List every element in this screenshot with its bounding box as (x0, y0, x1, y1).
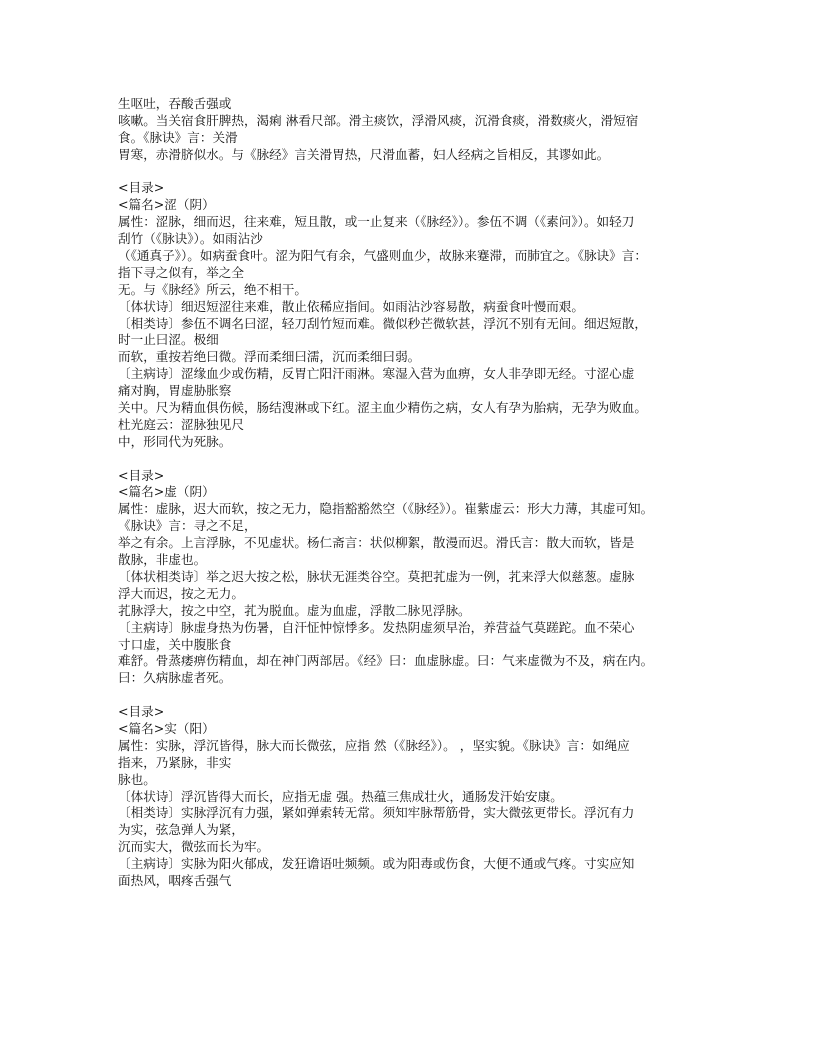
spacer (118, 451, 710, 468)
text-line: 生呕吐，吞酸舌强或 (118, 96, 232, 111)
text-line: 中，形同代为死脉。 (118, 433, 232, 449)
text-line: 〔主病诗〕涩缘血少或伤精，反胃亡阳汗雨淋。寒湿入营为血痹，女人非孕即无经。寸涩心虚 (118, 366, 635, 382)
text-line: 食。《脉诀》言：关滑 (118, 129, 238, 145)
section-se (118, 180, 710, 450)
text-line: 痛对胸，胃虚胁胀察 (118, 383, 232, 399)
text-line: 指来，乃紧脉，非实 (118, 754, 232, 770)
text-line: 时一止曰涩。极细 (118, 332, 219, 348)
text-line: 《脉诀》言：寻之不足， (118, 518, 257, 534)
toc-link[interactable]: <目录> (118, 180, 165, 196)
section-title: <篇名>涩（阴） (118, 197, 215, 213)
text-line: 属性：涩脉，细而迟，往来难，短且散，或一止复来（《脉经》）。参伍不调（《素问》）。如轻刀 (118, 214, 635, 230)
section-xu (118, 468, 710, 688)
section-title: <篇名>虚（阴） (118, 484, 215, 500)
text-line: 沉而实大，微弦而长为牢。 (118, 839, 270, 855)
text-line: 〔相类诗〕参伍不调名曰涩，轻刀刮竹短而难。微似秒芒微软甚，浮沉不别有无间。细迟短散， (118, 315, 647, 331)
text-line: 指下寻之似有，举之全 (118, 264, 244, 280)
spacer (118, 687, 710, 704)
text-line: 胃寒，赤滑脐似水。与《脉经》言关滑胃热，尺滑血蓄，妇人经病之旨相反，其谬如此。 (118, 146, 610, 162)
text-line: 咳嗽。当关宿食肝脾热，渴痢 淋看尺部。滑主痰饮，浮滑风痰，沉滑食痰，滑数痰火，滑短宿 (118, 112, 639, 128)
text-line: 浮大而迟，按之无力。 (118, 585, 244, 601)
text-line: 而软，重按若绝曰微。浮而柔细曰濡，沉而柔细曰弱。 (118, 349, 421, 365)
text-line: 〔体状相类诗〕举之迟大按之松，脉状无涯类谷空。莫把芤虚为一例，芤来浮大似慈葱。虚脉 (118, 568, 635, 584)
section-title: <篇名>实（阳） (118, 720, 215, 736)
text-line: 关中。尺为精血俱伤候，肠结溲淋或下红。涩主血少精伤之病，女人有孕为胎病，无孕为败血。 (118, 400, 647, 416)
text-line: 属性：实脉，浮沉皆得，脉大而长微弦，应指 然（《脉经》）。 ，坚实貌。《脉诀》言：如绳应 (118, 737, 630, 753)
document-page (118, 96, 710, 890)
text-line: 寸口虚，关中腹胀食 (118, 636, 232, 652)
text-line: 举之有余。上言浮脉，不见虚状。杨仁斋言：状似柳絮，散漫而迟。滑氏言：散大而软，皆是 (118, 535, 635, 551)
text-line: 芤脉浮大，按之中空，芤为脱血。虚为血虚，浮散二脉见浮脉。 (118, 602, 471, 618)
text-line: 杜光庭云：涩脉独见尺 (118, 416, 244, 432)
text-line: （《通真子》）。如病蚕食叶。涩为阳气有余，气盛则血少，故脉来蹇滞，而肺宜之。《脉诀》言： (118, 248, 647, 264)
text-line: 〔相类诗〕实脉浮沉有力强，紧如弹索转无常。须知牢脉帮筋骨，实大微弦更带长。浮沉有力 (118, 805, 635, 821)
text-line: 〔体状诗〕细迟短涩往来难，散止依稀应指间。如雨沾沙容易散，病蚕食叶慢而艰。 (118, 298, 584, 314)
text-line: 〔体状诗〕浮沉皆得大而长，应指无虚 强。热蕴三焦成壮火，通肠发汗始安康。 (118, 788, 563, 804)
text-line: 难舒。骨蒸痿痹伤精血，却在神门两部居。《经》曰：血虚脉虚。曰：气来虚微为不及，病在内。 (118, 653, 654, 669)
text-line: 曰：久病脉虚者死。 (118, 670, 232, 686)
text-line: 面热风，咽疼舌强气 (118, 872, 232, 888)
toc-link[interactable]: <目录> (118, 467, 165, 483)
text-line: 刮竹（《脉诀》）。如雨沾沙 (118, 231, 263, 247)
spacer (118, 164, 710, 181)
intro-block (118, 96, 710, 164)
text-line: 为实，弦急弹人为紧， (118, 822, 244, 838)
section-shi (118, 704, 710, 890)
text-line: 脉也。 (118, 771, 156, 787)
text-line: 散脉，非虚也。 (118, 552, 207, 568)
text-line: 〔主病诗〕脉虚身热为伤暑，自汗怔忡惊悸多。发热阴虚须早治，养营益气莫蹉跎。血不荣心 (118, 619, 635, 635)
toc-link[interactable]: <目录> (118, 704, 165, 720)
text-line: 〔主病诗〕实脉为阳火郁成，发狂谵语吐频频。或为阳毒或伤食，大便不通或气疼。寸实应知 (118, 856, 635, 872)
text-line: 无。与《脉经》所云，绝不相干。 (118, 281, 307, 297)
text-line: 属性：虚脉，迟大而软，按之无力，隐指豁豁然空（《脉经》）。崔紫虚云：形大力薄，其虚可知。 (118, 501, 654, 517)
